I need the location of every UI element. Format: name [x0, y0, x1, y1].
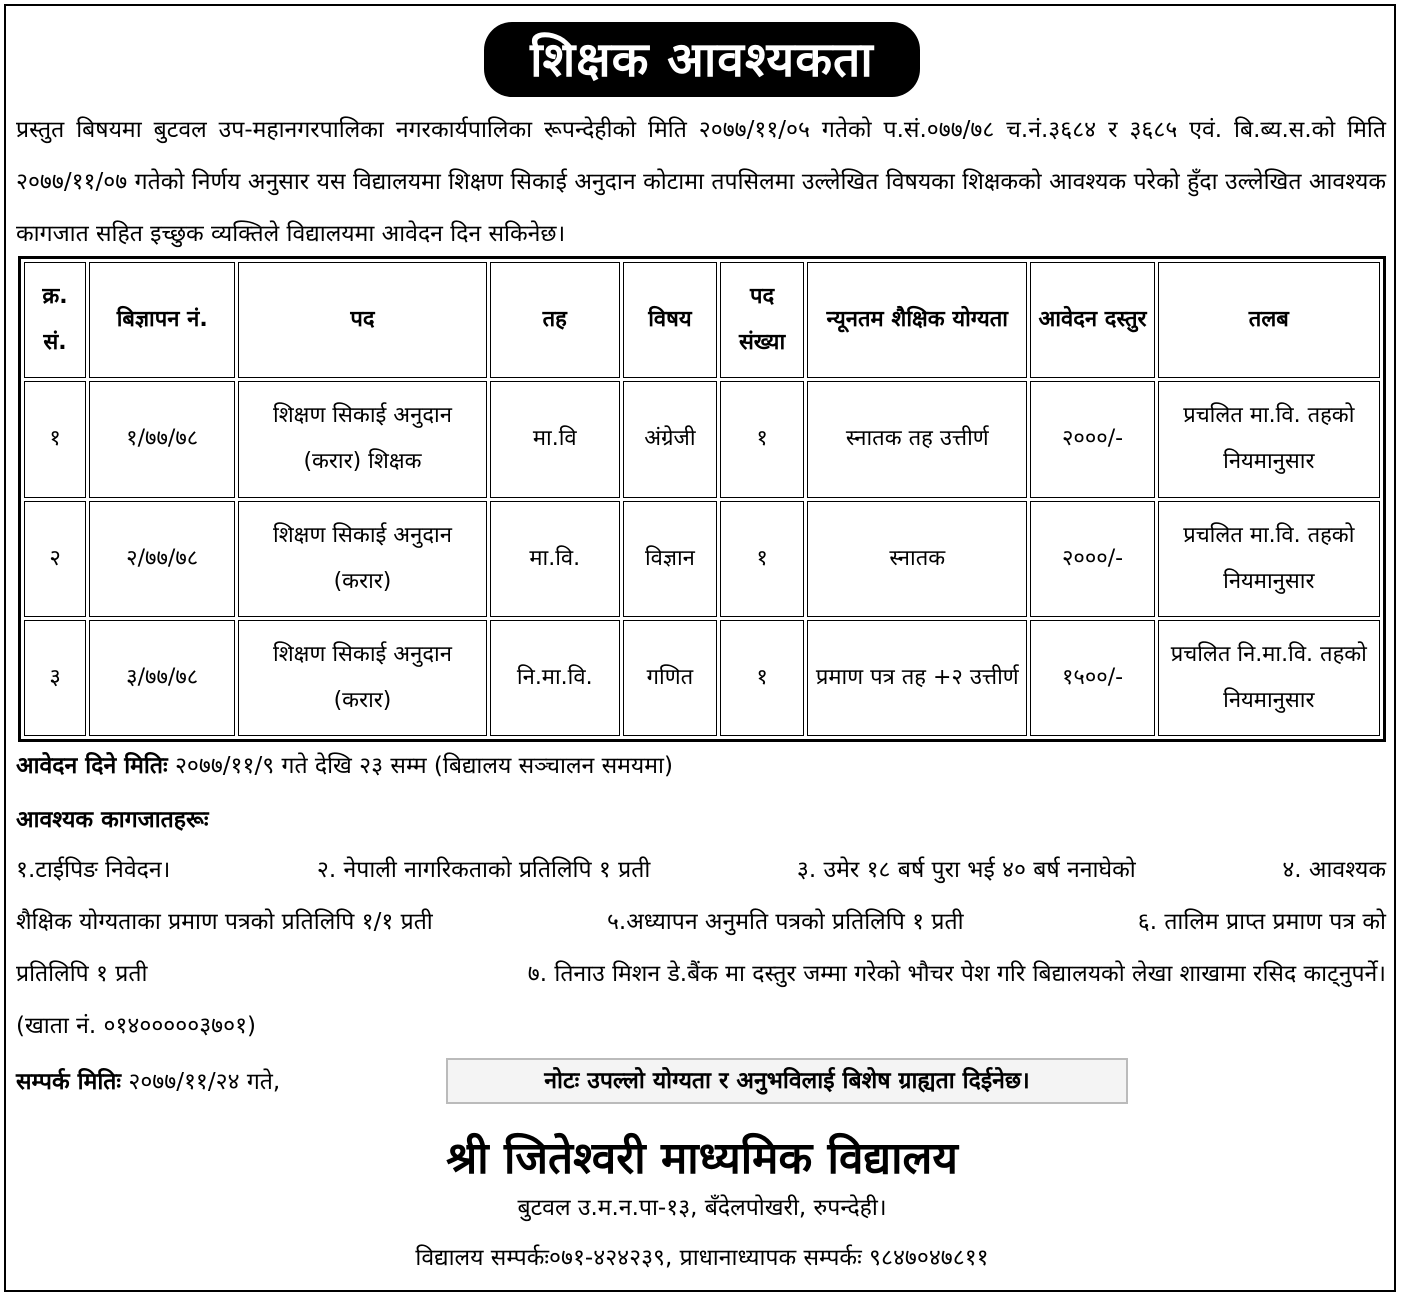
vacancy-table	[18, 256, 1386, 742]
table-cell: अंग्रेजी	[623, 381, 717, 497]
school-name: श्री जितेश्वरी माध्यमिक विद्यालय	[446, 1133, 958, 1184]
documents-line	[16, 900, 1386, 952]
documents-line	[16, 952, 1386, 1004]
contact-date-label: सम्पर्क मितिः	[16, 1069, 122, 1095]
notice-title: शिक्षक आवश्यकता	[484, 22, 920, 97]
table-cell: १	[720, 501, 804, 617]
application-date-value: २०७७/११/९ गते देखि २३ सम्म (बिद्यालय सञ्चालन समयमा)	[174, 753, 673, 779]
table-cell: प्रचलित नि.मा.वि. तहको नियमानुसार	[1158, 620, 1380, 736]
documents-line	[16, 848, 1386, 900]
header-cell: न्यूनतम शैक्षिक योग्यता	[807, 262, 1027, 378]
table-cell: २/७७/७८	[89, 501, 235, 617]
application-date	[16, 740, 1386, 792]
table-cell: शिक्षण सिकाई अनुदान (करार)	[238, 620, 486, 736]
contact-date-value: २०७७/११/२४ गते,	[128, 1069, 281, 1095]
document-item: १.टाईपिङ निवेदन।	[16, 857, 171, 883]
table-cell: ३/७७/७८	[89, 620, 235, 736]
table-row	[24, 501, 1380, 617]
header-cell: आवेदन दस्तुर	[1030, 262, 1154, 378]
document-item: ४. आवश्यक	[1282, 857, 1386, 883]
intro-paragraph: प्रस्तुत बिषयमा बुटवल उप-महानगरपालिका नगरकार्यपालिका रूपन्देहीको मिति २०७७/११/०५ गतेको प.सं.०७७/७८ च.नं.३६८४ र ३६८५ एवं. बि.ब्य.स.को मिति २०७७/११/०७ गतेको निर्णय अनुसार यस विद्यालयमा शिक्षण सिकाई अनुदान कोटामा तपसिलमा उल्लेखित विषयका शिक्षकको आवश्यक परेको हुँदा उल्लेखित आवश्यक कागजात सहित इच्छुक व्यक्तिले विद्यालयमा आवेदन दिन सकिनेछ।	[16, 117, 1386, 247]
table-cell: मा.वि	[490, 381, 620, 497]
document-item: २. नेपाली नागरिकताको प्रतिलिपि १ प्रती	[316, 857, 651, 883]
table-cell: ३	[24, 620, 86, 736]
header-cell: विषय	[623, 262, 717, 378]
table-cell: मा.वि.	[490, 501, 620, 617]
header-cell: बिज्ञापन नं.	[89, 262, 235, 378]
table-cell: शिक्षण सिकाई अनुदान (करार) शिक्षक	[238, 381, 486, 497]
table-row	[24, 381, 1380, 497]
table-cell: २०००/-	[1030, 381, 1154, 497]
document-item: ३. उमेर १८ बर्ष पुरा भई ४० बर्ष ननाघेको	[796, 857, 1136, 883]
table-cell: १/७७/७८	[89, 381, 235, 497]
note-box: नोटः उपल्लो योग्यता र अनुभविलाई बिशेष ग्राह्यता दिईनेछ।	[446, 1058, 1128, 1104]
document-item: शैक्षिक योग्यताका प्रमाण पत्रको प्रतिलिपि १/१ प्रती	[16, 909, 433, 935]
table-cell: प्रमाण पत्र तह +२ उत्तीर्ण	[807, 620, 1027, 736]
documents-list	[16, 848, 1386, 1056]
table-cell: १	[24, 381, 86, 497]
header-cell: पद संख्या	[720, 262, 804, 378]
table-cell: १	[720, 381, 804, 497]
documents-line	[16, 1004, 1386, 1056]
documents-heading: आवश्यक कागजातहरूः	[16, 807, 209, 833]
table-cell: स्नातक तह उत्तीर्ण	[807, 381, 1027, 497]
account-number: (खाता नं. ०१४०००००३७०१)	[16, 1013, 257, 1039]
header-cell: तह	[490, 262, 620, 378]
school-contacts: विद्यालय सम्पर्कः०७१-४२४२३९, प्राधानाध्यापक सम्पर्कः ९८४७०४७८११	[415, 1245, 989, 1271]
table-cell: शिक्षण सिकाई अनुदान (करार)	[238, 501, 486, 617]
header-cell: पद	[238, 262, 486, 378]
header-cell: क्र. सं.	[24, 262, 86, 378]
title-container	[0, 22, 1404, 97]
table-header-row	[24, 262, 1380, 378]
table-cell: विज्ञान	[623, 501, 717, 617]
document-item: ६. तालिम प्राप्त प्रमाण पत्र को	[1137, 909, 1386, 935]
table-cell: स्नातक	[807, 501, 1027, 617]
application-date-label: आवेदन दिने मितिः	[16, 753, 168, 779]
table-cell: १५००/-	[1030, 620, 1154, 736]
document-item: प्रतिलिपि १ प्रती	[16, 961, 148, 987]
table-row	[24, 620, 1380, 736]
school-address: बुटवल उ.म.न.पा-१३, बँदेलपोखरी, रुपन्देही।	[517, 1195, 887, 1221]
table-cell: २	[24, 501, 86, 617]
table-cell: गणित	[623, 620, 717, 736]
document-item: ५.अध्यापन अनुमति पत्रको प्रतिलिपि १ प्रती	[606, 909, 964, 935]
table-cell: नि.मा.वि.	[490, 620, 620, 736]
table-cell: २०००/-	[1030, 501, 1154, 617]
table-cell: १	[720, 620, 804, 736]
document-item: ७. तिनाउ मिशन डे.बैंक मा दस्तुर जम्मा गरेको भौचर पेश गरि बिद्यालयको लेखा शाखामा रसिद काट्नुपर्ने।	[527, 961, 1386, 987]
table-cell: प्रचलित मा.वि. तहको नियमानुसार	[1158, 501, 1380, 617]
header-cell: तलब	[1158, 262, 1380, 378]
table-cell: प्रचलित मा.वि. तहको नियमानुसार	[1158, 381, 1380, 497]
